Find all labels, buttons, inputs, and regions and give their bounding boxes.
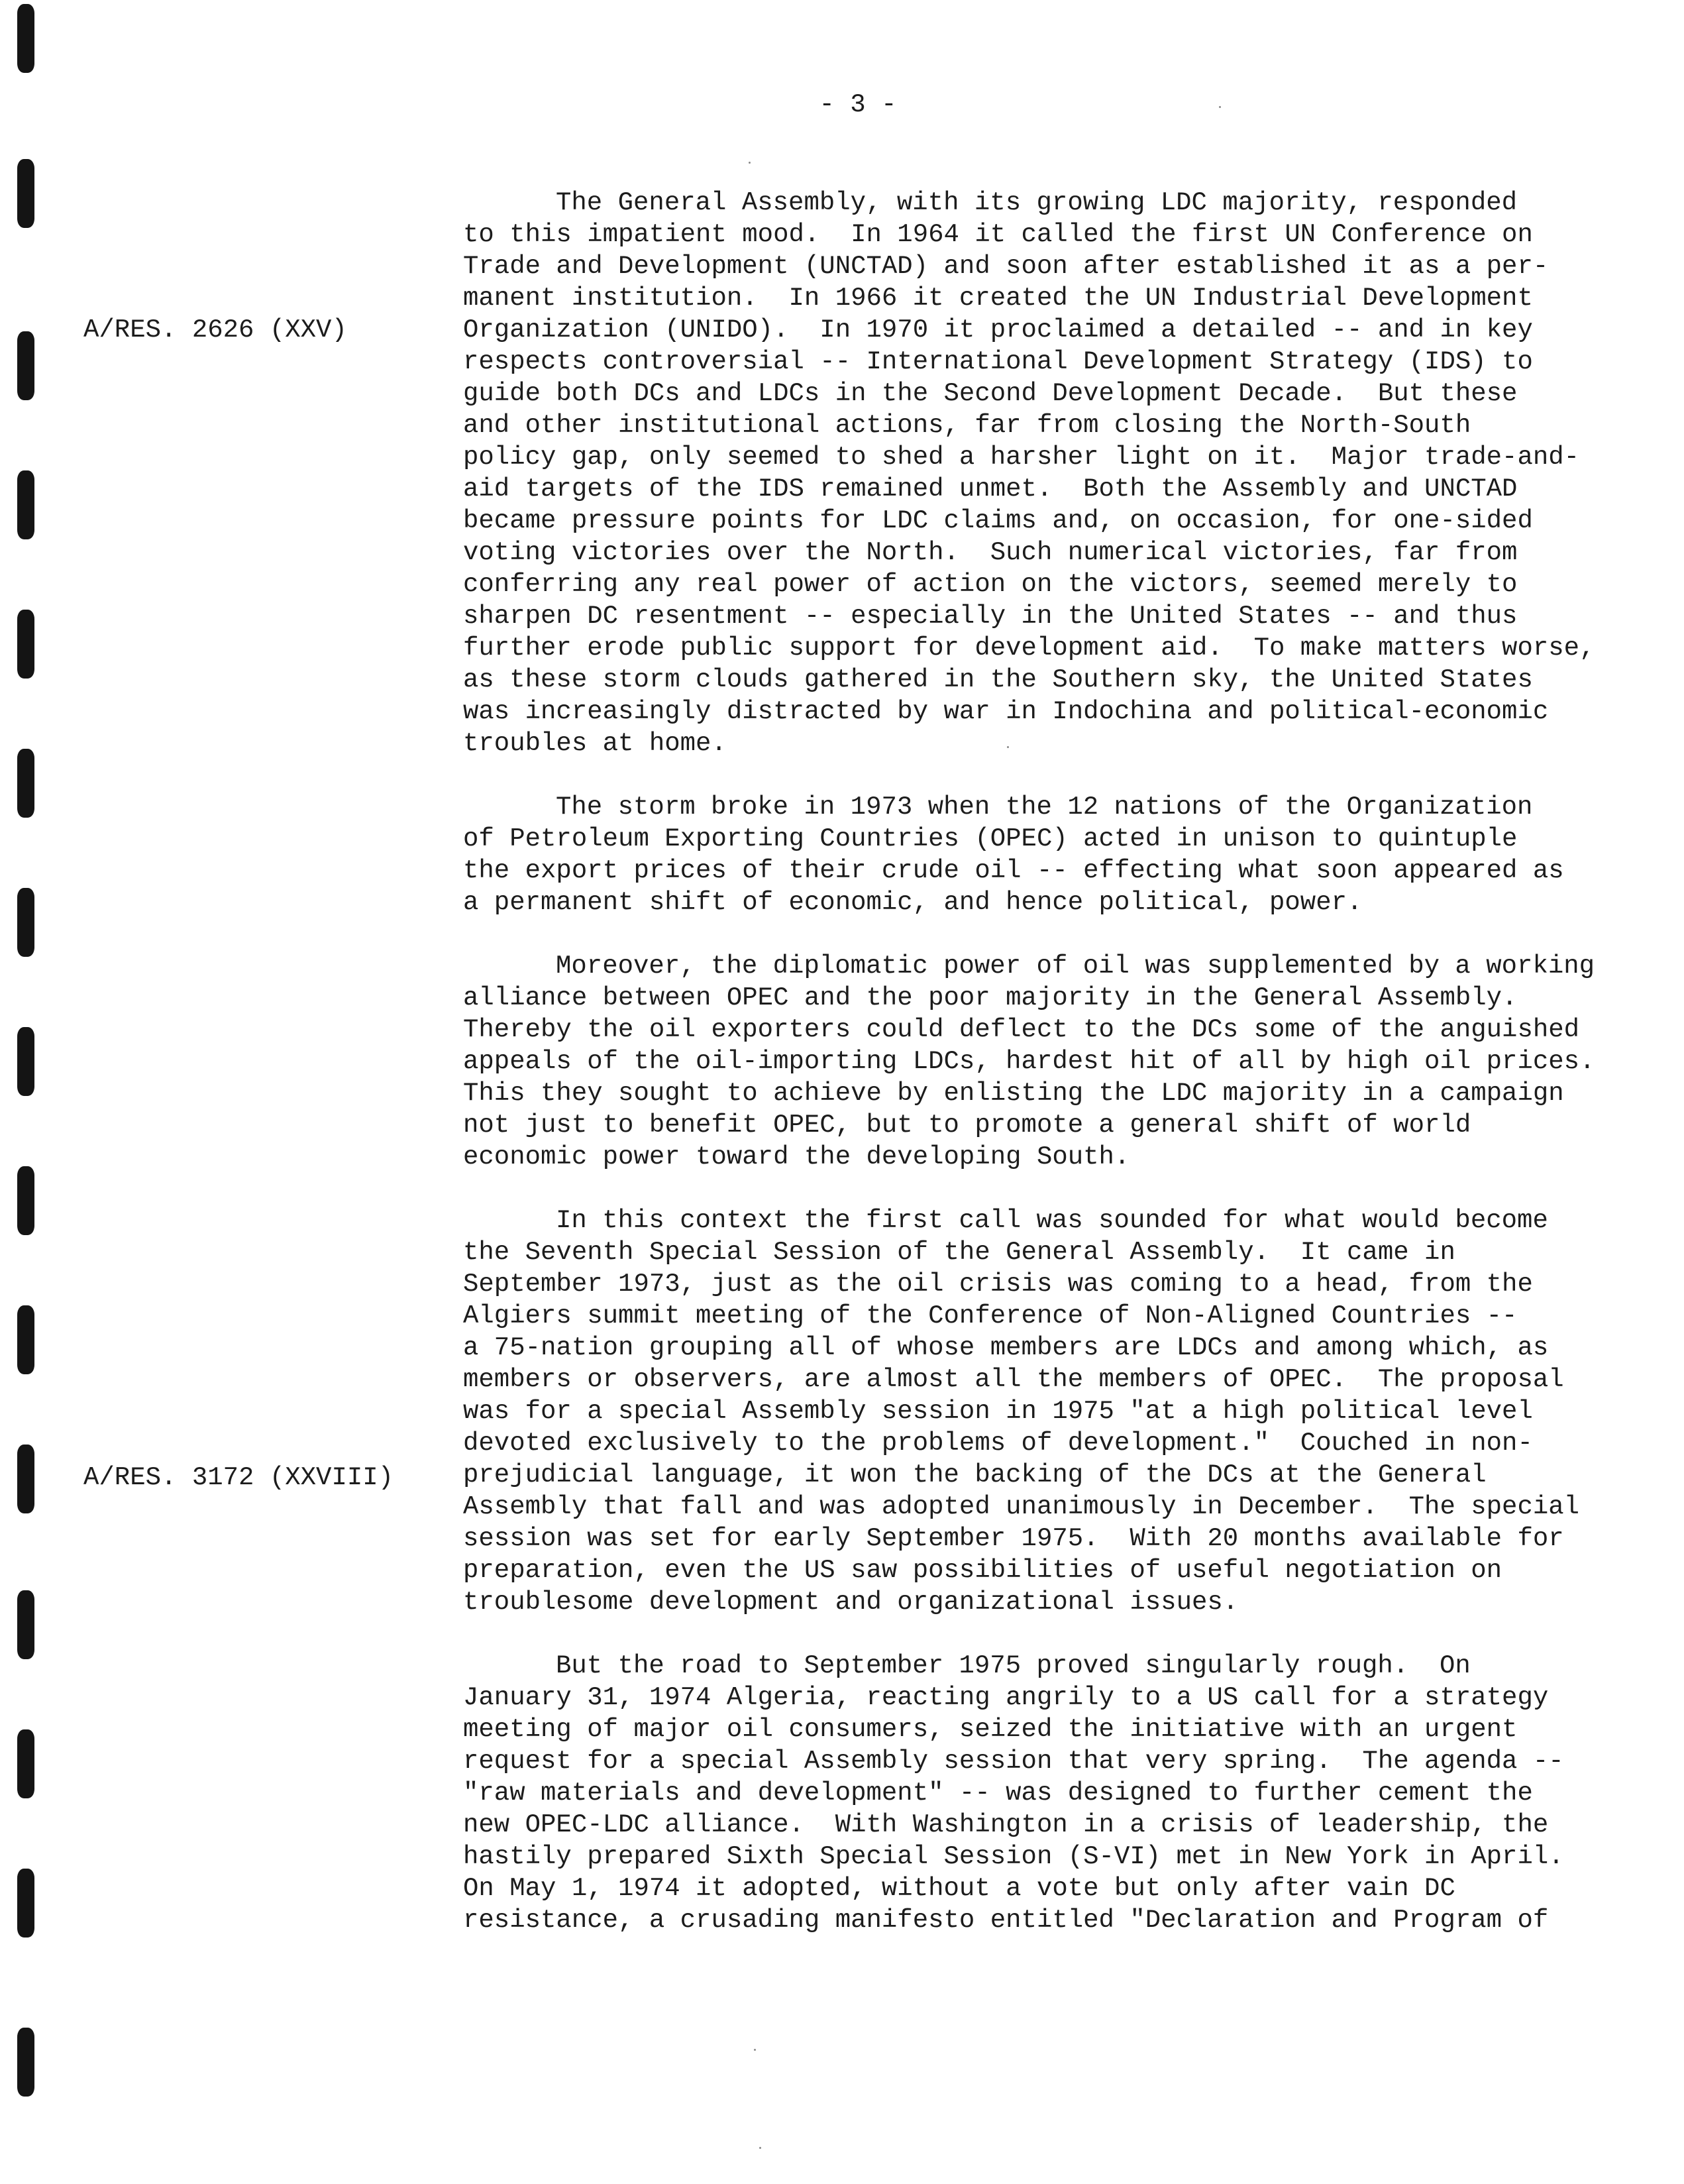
text-line: was for a special Assembly session in 1975 "at a high political level [463, 1397, 1533, 1426]
text-line: to this impatient mood. In 1964 it called the first UN Conference on [463, 220, 1533, 249]
text-line: became pressure points for LDC claims and, on occasion, for one-sided [463, 506, 1533, 535]
text-line: resistance, a crusading manifesto entitled "Declaration and Program of [463, 1906, 1549, 1935]
text-line: not just to benefit OPEC, but to promote a general shift of world [463, 1111, 1471, 1140]
text-line: economic power toward the developing South. [463, 1142, 1130, 1172]
scan-speck [1219, 106, 1221, 108]
text-line: voting victories over the North. Such numerical victories, far from [463, 538, 1518, 567]
text-line: troublesome development and organizational issues. [463, 1588, 1239, 1617]
scan-speck [749, 162, 751, 164]
binder-mark [17, 1590, 34, 1659]
text-line: request for a special Assembly session that very spring. The agenda -- [463, 1747, 1564, 1776]
text-line: manent institution. In 1966 it created the UN Industrial Development [463, 284, 1533, 313]
text-line: the export prices of their crude oil -- effecting what soon appeared as [463, 856, 1564, 885]
paragraph [463, 1205, 1629, 1618]
text-line: session was set for early September 1975. With 20 months available for [463, 1524, 1564, 1553]
text-line: Assembly that fall and was adopted unanimously in December. The special [463, 1492, 1580, 1521]
text-line: devoted exclusively to the problems of development." Couched in non- [463, 1429, 1533, 1458]
text-line: The General Assembly, with its growing LDC majority, responded [556, 188, 1518, 217]
binder-mark [17, 1729, 34, 1798]
paragraph [463, 791, 1629, 918]
scan-speck [754, 2049, 756, 2051]
paragraph [463, 950, 1629, 1173]
binder-mark [17, 2028, 34, 2097]
text-line: appeals of the oil-importing LDCs, hardest hit of all by high oil prices. [463, 1047, 1595, 1076]
text-line: The storm broke in 1973 when the 12 nations of the Organization [556, 792, 1533, 822]
text-line: January 31, 1974 Algeria, reacting angrily to a US call for a strategy [463, 1683, 1549, 1712]
text-line: of Petroleum Exporting Countries (OPEC) acted in unison to quintuple [463, 824, 1518, 853]
text-line: meeting of major oil consumers, seized the initiative with an urgent [463, 1715, 1518, 1744]
text-line: Thereby the oil exporters could deflect to the DCs some of the anguished [463, 1015, 1580, 1044]
text-line: members or observers, are almost all the members of OPEC. The proposal [463, 1365, 1564, 1394]
text-line: the Seventh Special Session of the General Assembly. It came in [463, 1238, 1455, 1267]
text-line: was increasingly distracted by war in Indochina and political-economic [463, 697, 1549, 726]
binder-mark [17, 1027, 34, 1096]
binder-mark [17, 159, 34, 228]
text-line: further erode public support for development aid. To make matters worse, [463, 633, 1595, 663]
scan-speck [759, 2147, 761, 2149]
paragraph [463, 187, 1629, 759]
body-text [463, 187, 1629, 1968]
binder-mark [17, 4, 34, 73]
binder-mark [17, 749, 34, 818]
page-number: - 3 - [819, 90, 897, 119]
binder-mark [17, 470, 34, 539]
text-line: as these storm clouds gathered in the Southern sky, the United States [463, 665, 1533, 694]
text-line: guide both DCs and LDCs in the Second Development Decade. But these [463, 379, 1518, 408]
text-line: new OPEC-LDC alliance. With Washington in a crisis of leadership, the [463, 1810, 1549, 1839]
text-line: Moreover, the diplomatic power of oil was supplemented by a working [556, 952, 1595, 981]
text-line: hastily prepared Sixth Special Session (S-VI) met in New York in April. [463, 1842, 1564, 1871]
text-line: But the road to September 1975 proved singularly rough. On [556, 1651, 1471, 1680]
scan-speck [1007, 746, 1009, 748]
text-line: Organization (UNIDO). In 1970 it proclaimed a detailed -- and in key [463, 315, 1533, 345]
binder-mark [17, 1166, 34, 1235]
margin-note-res-3172: A/RES. 3172 (XXVIII) [83, 1463, 394, 1492]
binder-mark [17, 610, 34, 679]
text-line: Algiers summit meeting of the Conference of Non-Aligned Countries -- [463, 1301, 1518, 1331]
margin-note-res-2626: A/RES. 2626 (XXV) [83, 315, 347, 345]
binder-mark [17, 331, 34, 400]
text-line: policy gap, only seemed to shed a harsher light on it. Major trade-and- [463, 443, 1580, 472]
text-line: respects controversial -- International Development Strategy (IDS) to [463, 347, 1533, 376]
text-line: a 75-nation grouping all of whose members are LDCs and among which, as [463, 1333, 1549, 1362]
text-line: On May 1, 1974 it adopted, without a vote but only after vain DC [463, 1874, 1455, 1903]
text-line: conferring any real power of action on the victors, seemed merely to [463, 570, 1518, 599]
text-line: In this context the first call was sounded for what would become [556, 1206, 1548, 1235]
binder-mark [17, 888, 34, 957]
text-line: "raw materials and development" -- was designed to further cement the [463, 1778, 1533, 1808]
paragraph [463, 1650, 1629, 1936]
binder-mark [17, 1305, 34, 1374]
text-line: alliance between OPEC and the poor majority in the General Assembly. [463, 983, 1518, 1012]
text-line: troubles at home. [463, 729, 727, 758]
text-line: sharpen DC resentment -- especially in the United States -- and thus [463, 602, 1518, 631]
text-line: Trade and Development (UNCTAD) and soon after established it as a per- [463, 252, 1549, 281]
binder-hole-marks [17, 0, 40, 2184]
text-line: aid targets of the IDS remained unmet. Both the Assembly and UNCTAD [463, 474, 1518, 504]
text-line: prejudicial language, it won the backing of the DCs at the General [463, 1460, 1487, 1490]
text-line: preparation, even the US saw possibilities of useful negotiation on [463, 1556, 1502, 1585]
binder-mark [17, 1869, 34, 1938]
text-line: This they sought to achieve by enlisting the LDC majority in a campaign [463, 1079, 1564, 1108]
binder-mark [17, 1445, 34, 1513]
text-line: and other institutional actions, far from closing the North-South [463, 411, 1471, 440]
text-line: September 1973, just as the oil crisis was coming to a head, from the [463, 1270, 1533, 1299]
text-line: a permanent shift of economic, and hence political, power. [463, 888, 1363, 917]
